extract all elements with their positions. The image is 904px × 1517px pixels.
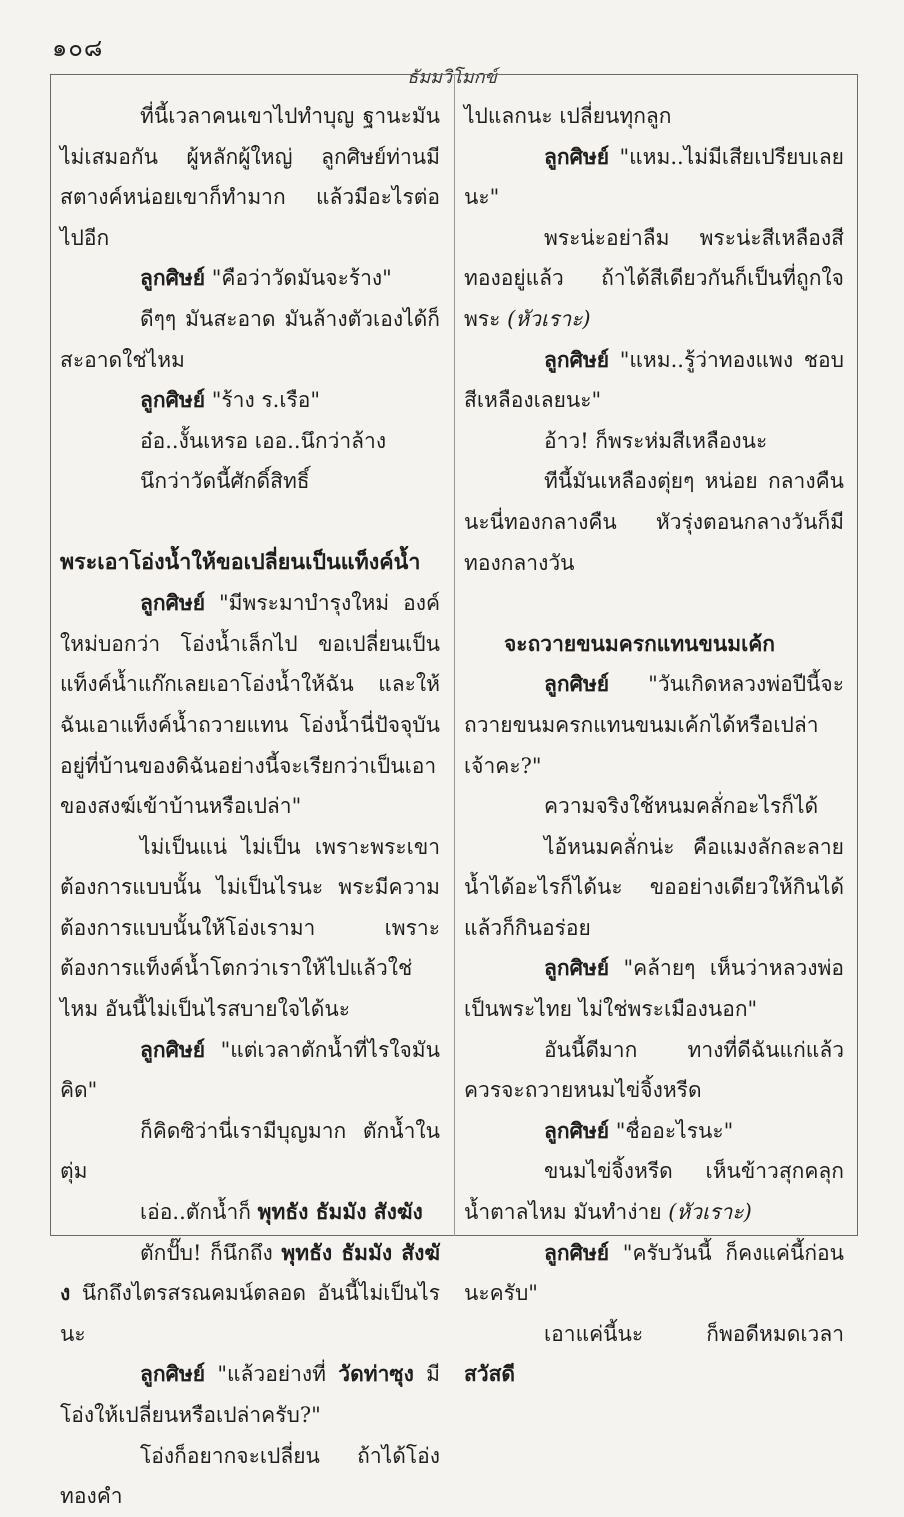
paragraph: อ้าว! ก็พระห่มสีเหลืองนะ xyxy=(544,428,768,453)
section-heading: จะถวายขนมครกแทนขนมเค้ก xyxy=(504,630,776,656)
paragraph: อันนี้ดีมาก ทางที่ดีฉันแก่แล้ว ควรจะถวายหนมไข่จิ้งหรีด xyxy=(464,1037,844,1103)
paragraph: ขนมไข่จิ้งหรีด เห็นข้าวสุกคลุกน้ำตาลไหม มันทำง่าย (หัวเราะ) xyxy=(464,1159,844,1225)
dialogue-line: ลูกศิษย์ "แล้วอย่างที่ วัดท่าซุง มีโอ่งให้เปลี่ยนหรือเปล่าครับ?" xyxy=(60,1361,440,1427)
right-column xyxy=(464,96,844,1395)
paragraph: โอ่งก็อยากจะเปลี่ยน ถ้าได้โอ่งทองคำ xyxy=(60,1443,440,1509)
paragraph: ไม่เป็นแน่ ไม่เป็น เพราะพระเขาต้องการแบบนั้น ไม่เป็นไรนะ พระมีความต้องการแบบนั้นให้โอ่งเรามา เพราะต้องการแท็งค์น้ำโตกว่าเราให้ไปแล้วใช่ไหม อันนี้ไม่เป็นไรสบายใจได้นะ xyxy=(60,834,440,1022)
paragraph: ไอ้หนมคลั่กน่ะ คือแมงลักละลายน้ำได้อะไรก็ได้นะ ขออย่างเดียวให้กินได้ แล้วก็กินอร่อย xyxy=(464,834,844,940)
dialogue-line: ลูกศิษย์ "ร้าง ร.เรือ" xyxy=(140,387,321,413)
paragraph: ทีนี้มันเหลืองตุ่ยๆ หน่อย กลางคืนนะนี่ทองกลางคืน หัวรุ่งตอนกลางวันก็มีทองกลางวัน xyxy=(464,469,844,575)
paragraph: ที่นี้เวลาคนเขาไปทำบุญ ฐานะมันไม่เสมอกัน ผู้หลักผู้ใหญ่ ลูกศิษย์ท่านมีสตางค์หน่อยเขาก็ทำมาก แล้วมีอะไรต่อไปอีก xyxy=(60,104,440,250)
dialogue-line: ลูกศิษย์ "คือว่าวัดมันจะร้าง" xyxy=(140,265,392,291)
paragraph: เอาแค่นี้นะ ก็พอดีหมดเวลา สวัสดี xyxy=(464,1321,844,1387)
paragraph: ไปแลกนะ เปลี่ยนทุกลูก xyxy=(464,104,672,128)
paragraph: เอ่อ..ตักน้ำก็ พุทธัง ธัมมัง สังฆัง xyxy=(140,1199,423,1225)
left-column xyxy=(60,96,440,1517)
section-heading: พระเอาโอ่งน้ำให้ขอเปลี่ยนเป็นแท็งค์น้ำ xyxy=(60,549,421,575)
paragraph: ดีๆๆ มันสะอาด มันล้างตัวเองได้ก็สะอาดใช่ไหม xyxy=(60,306,440,372)
dialogue-line: ลูกศิษย์ "วันเกิดหลวงพ่อปีนี้จะถวายขนมครกแทนขนมเค้กได้หรือเปล่าเจ้าคะ?" xyxy=(464,671,844,778)
dialogue-line: ลูกศิษย์ "ครับวันนี้ ก็คงแค่นี้ก่อนนะครับ" xyxy=(464,1239,844,1306)
page-number: ๑๐๘ xyxy=(52,34,104,62)
paragraph: ความจริงใช้หนมคลั่กอะไรก็ได้ xyxy=(544,794,819,819)
dialogue-line: ลูกศิษย์ "ชื่ออะไรนะ" xyxy=(544,1117,734,1143)
paragraph: ตักปั๊บ! ก็นึกถึง พุทธัง ธัมมัง สังฆัง นึกถึงไตรสรณคมน์ตลอด อันนี้ไม่เป็นไรนะ xyxy=(60,1239,441,1346)
paragraph: ก็คิดซิว่านี่เรามีบุญมาก ตักน้ำในตุ่ม xyxy=(60,1118,440,1184)
dialogue-line: ลูกศิษย์ "แหม..รู้ว่าทองแพง ชอบสีเหลืองเลยนะ" xyxy=(464,346,844,413)
paragraph: นึกว่าวัดนี้ศักดิ์สิทธิ์ xyxy=(140,469,310,494)
column-divider xyxy=(454,74,455,1236)
paragraph: พระน่ะอย่าลืม พระน่ะสีเหลืองสีทองอยู่แล้ว ถ้าได้สีเดียวกันก็เป็นที่ถูกใจพระ (หัวเราะ) xyxy=(464,225,844,331)
paragraph: อ๋อ..งั้นเหรอ เออ..นึกว่าล้าง xyxy=(140,428,387,453)
dialogue-line: ลูกศิษย์ "แหม..ไม่มีเสียเปรียบเลยนะ" xyxy=(464,143,844,210)
dialogue-line: ลูกศิษย์ "แต่เวลาตักน้ำที่ไรใจมันคิด" xyxy=(60,1036,440,1103)
dialogue-line: ลูกศิษย์ "มีพระมาบำรุงใหม่ องค์ใหม่บอกว่า โอ่งน้ำเล็กไป ขอเปลี่ยนเป็นแท็งค์น้ำแก๊กเลยเอาโอ่งน้ำให้ฉัน และให้ฉันเอาแท็งค์น้ำถวายแทน โอ่งน้ำนี่ปัจจุบันอยู่ที่บ้านของดิฉันอย่างนี้จะเรียกว่าเป็นเอาของสงฆ์เข้าบ้านหรือเปล่า" xyxy=(60,590,440,819)
running-head: ธัมมวิโมกข์ xyxy=(407,67,497,88)
dialogue-line: ลูกศิษย์ "คล้ายๆ เห็นว่าหลวงพ่อเป็นพระไทย ไม่ใช่พระเมืองนอก" xyxy=(464,955,844,1022)
